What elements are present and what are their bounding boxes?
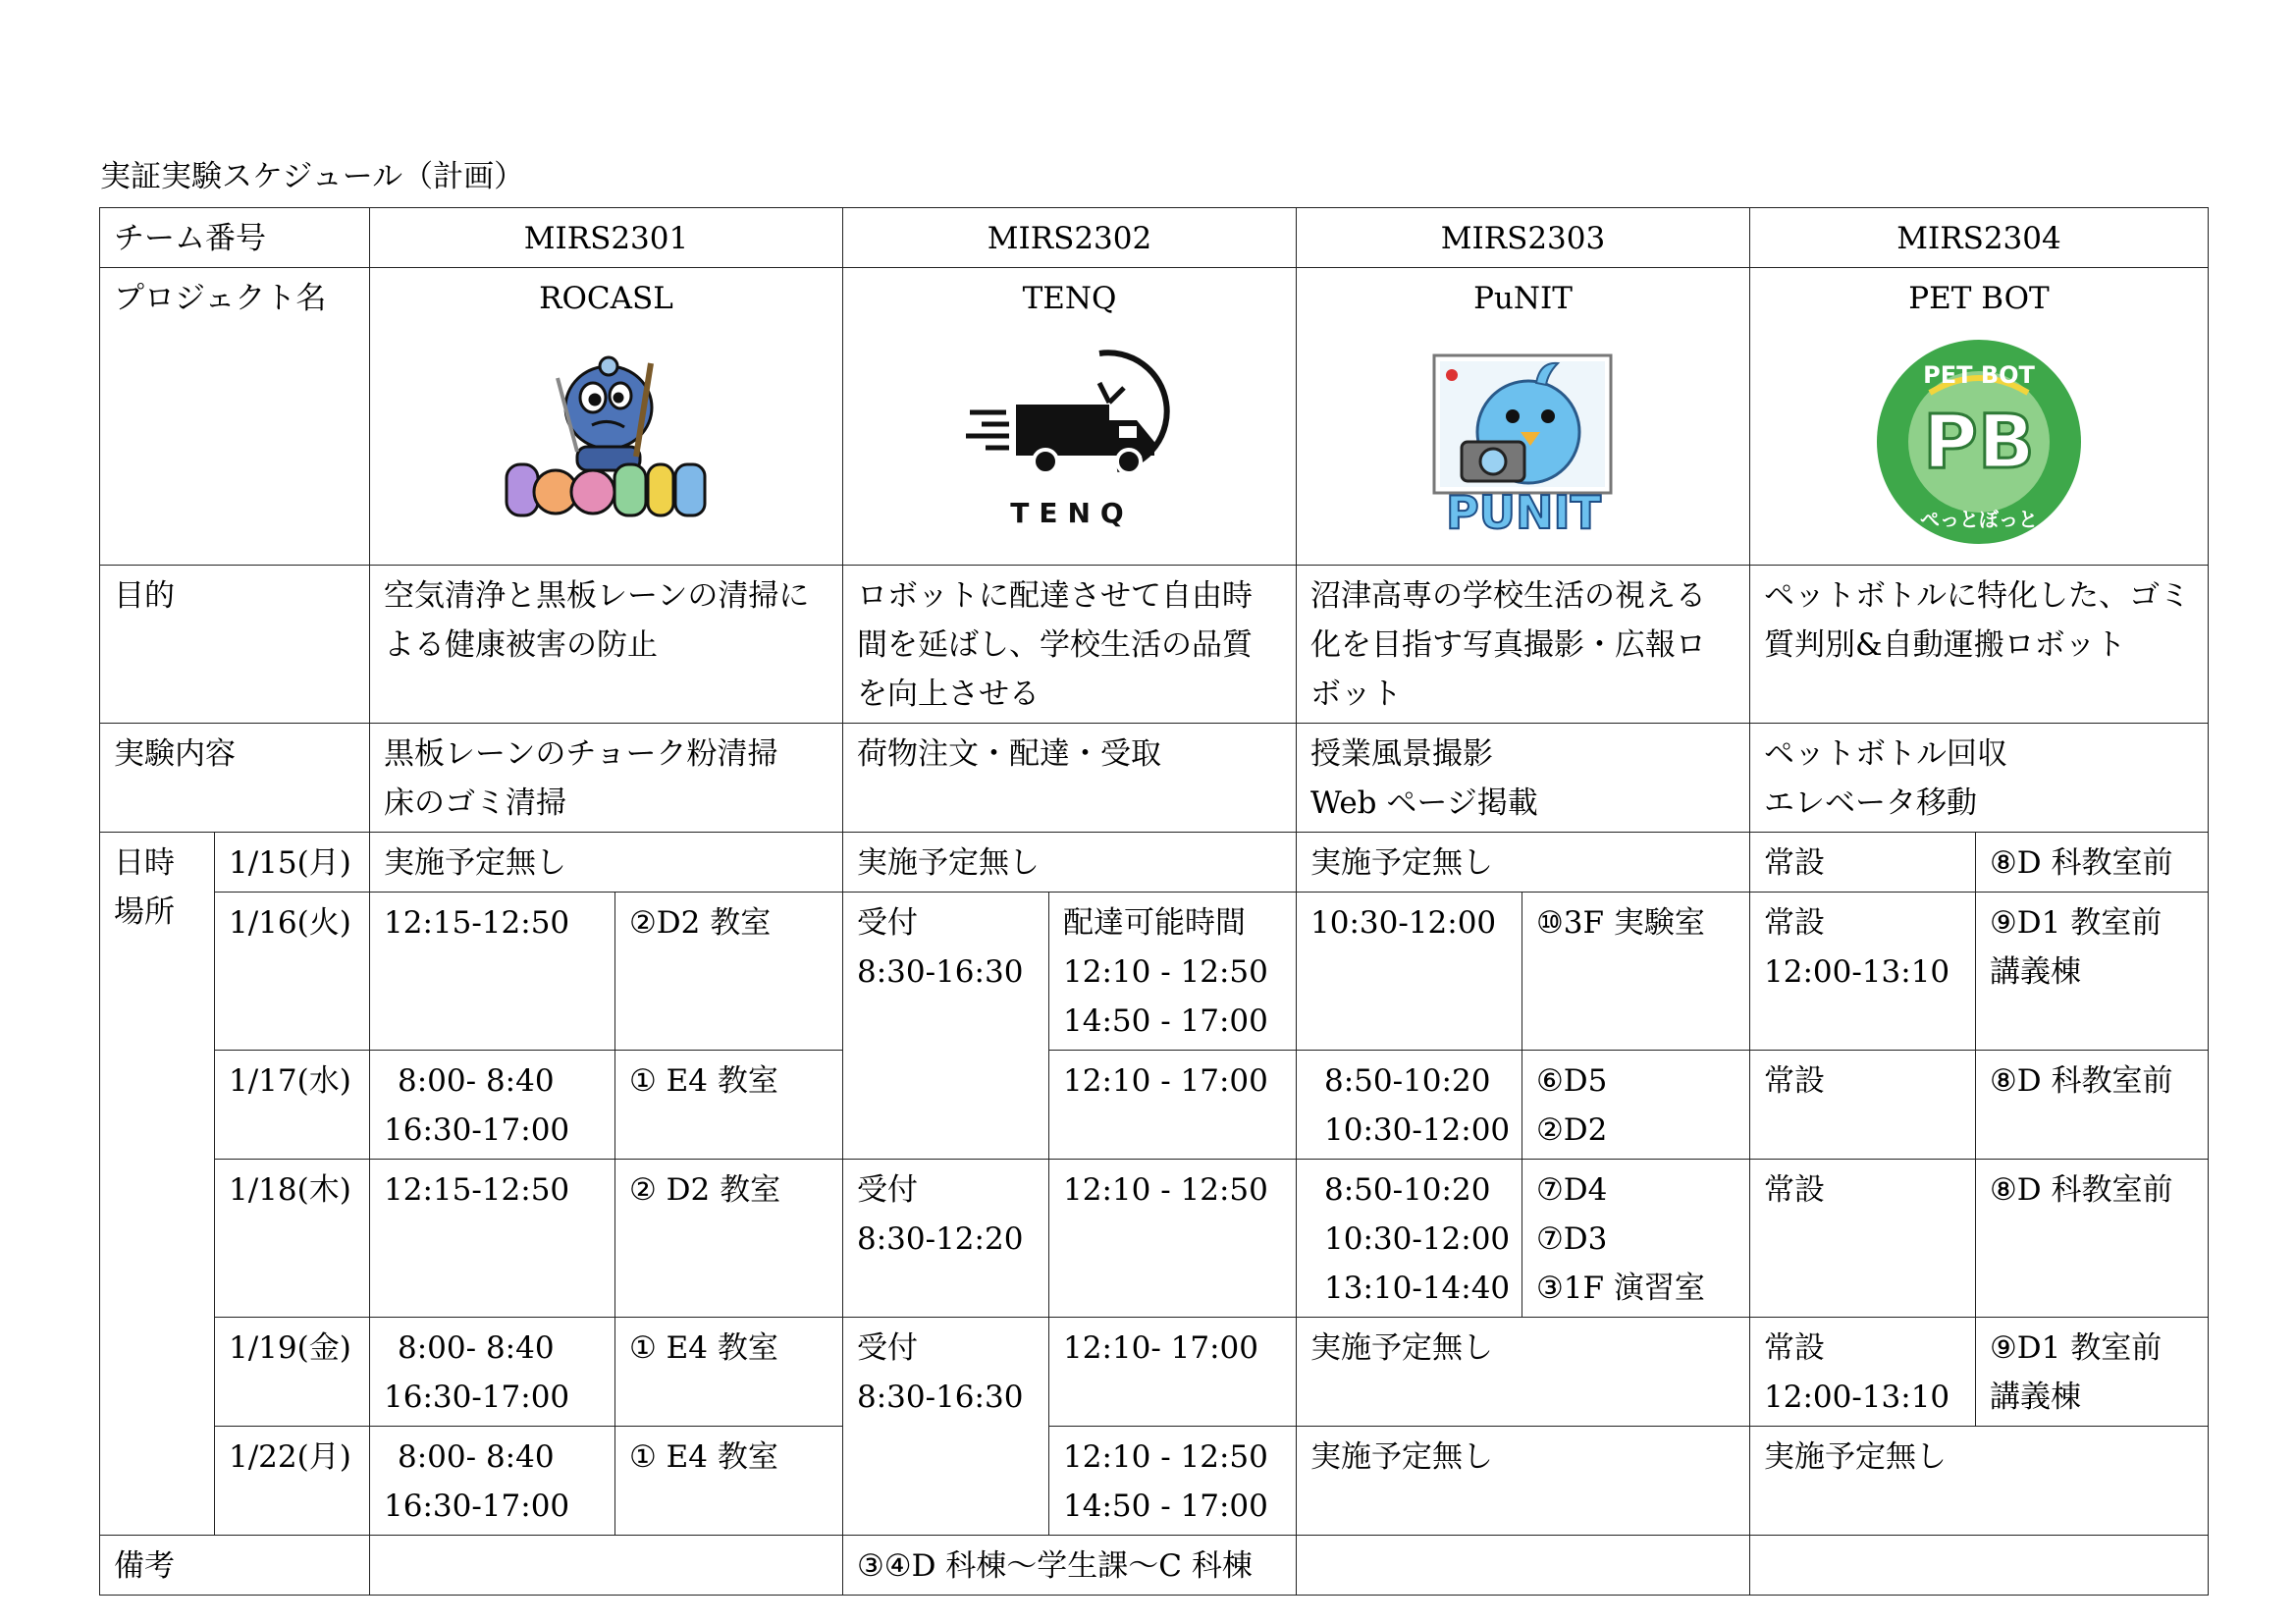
experiment-1-line-2: 床のゴミ清掃: [384, 785, 566, 821]
t3-status: 実施予定無し: [1297, 1318, 1750, 1427]
t3-place-line: ⑦D3: [1536, 1221, 1608, 1257]
t2-delivery-time: 12:10 - 17:00: [1063, 1063, 1268, 1099]
datetime-label: 日時: [114, 845, 175, 881]
t3-place-line: ⑥D5: [1536, 1063, 1608, 1099]
t1-time-line: 16:30-17:00: [384, 1489, 570, 1524]
t3-time: 10:30-12:00: [1297, 893, 1522, 1051]
date-cell: 1/17(水): [215, 1051, 370, 1160]
t2-delivery: [1049, 1427, 1297, 1536]
t2-delivery: [1049, 1051, 1297, 1160]
t3-time-line: 8:50-10:20: [1324, 1063, 1491, 1099]
t2-delivery-time: 12:10 - 12:50: [1063, 1439, 1268, 1475]
t2-delivery-time: 12:10 - 12:50: [1063, 954, 1268, 990]
t4-time: [1750, 893, 1976, 1051]
t2-reception-label: 受付: [857, 1172, 918, 1208]
schedule-row-0115: [100, 833, 2209, 893]
project-cell-2: [843, 268, 1297, 566]
purpose-2: ロボットに配達させて自由時間を延ばし、学校生活の品質を向上させる: [843, 566, 1297, 724]
t1-time: 12:15-12:50: [370, 1160, 615, 1318]
t2-delivery-time: 14:50 - 17:00: [1063, 1003, 1268, 1039]
project-name-3: PuNIT: [1473, 281, 1573, 316]
t4-status: 実施予定無し: [1750, 1427, 2209, 1536]
experiment-3-line-2: Web ページ掲載: [1310, 785, 1538, 821]
place-label: 場所: [114, 894, 175, 930]
t2-reception-label: 受付: [857, 1330, 918, 1366]
schedule-row-0117: [100, 1051, 2209, 1160]
notes-4: [1750, 1536, 2209, 1596]
t2-delivery-label: 配達可能時間: [1063, 905, 1246, 941]
t1-time-line: 8:00- 8:40: [398, 1330, 555, 1366]
t3-place: [1522, 1051, 1750, 1160]
purpose-label: 目的: [100, 566, 370, 724]
t1-place: ②D2 教室: [615, 893, 843, 1051]
project-row: [100, 268, 2209, 566]
t2-reception: [843, 1318, 1049, 1536]
experiment-4-line-2: エレベータ移動: [1764, 785, 1977, 821]
experiment-3: [1297, 724, 1750, 833]
t4-time: [1750, 1318, 1976, 1427]
t4-time-line: 常設: [1764, 1330, 1825, 1366]
t2-delivery: [1049, 1318, 1297, 1427]
team-number-label: チーム番号: [100, 208, 370, 268]
t1-place: ① E4 教室: [615, 1318, 843, 1427]
petbot-badge-top-text: PET BOT: [1923, 361, 2035, 389]
page-title: 実証実験スケジュール（計画）: [100, 159, 525, 194]
t4-place: ⑧D 科教室前: [1976, 833, 2209, 893]
t1-time-line: 16:30-17:00: [384, 1380, 570, 1415]
t2-delivery-time: 12:10- 17:00: [1063, 1330, 1259, 1366]
delivery-truck-icon: [962, 344, 1178, 540]
t4-place: ⑧D 科教室前: [1976, 1160, 2209, 1318]
schedule-row-0118: [100, 1160, 2209, 1318]
team-number-1: MIRS2301: [370, 208, 843, 268]
t2-reception: [843, 1160, 1049, 1318]
notes-1: [370, 1536, 843, 1596]
t3-time-line: 10:30-12:00: [1324, 1221, 1511, 1257]
team-number-3: MIRS2303: [1297, 208, 1750, 268]
t4-time: 常設: [1750, 1160, 1976, 1318]
project-cell-3: [1297, 268, 1750, 566]
notes-2: ③④D 科棟～学生課～C 科棟: [843, 1536, 1297, 1596]
t3-time-line: 8:50-10:20: [1324, 1172, 1491, 1208]
date-cell: 1/18(木): [215, 1160, 370, 1318]
t3-place: [1522, 1160, 1750, 1318]
experiment-2: [843, 724, 1297, 833]
t2-reception-label: 受付: [857, 905, 918, 941]
project-label: プロジェクト名: [100, 268, 370, 566]
punit-logo-text: PUNIT: [1445, 486, 1601, 539]
t4-place-line: ⑨D1 教室前: [1990, 905, 2163, 941]
rocasl-logo-text: ROCASL: [535, 474, 677, 512]
date-cell: 1/22(月): [215, 1427, 370, 1536]
purpose-1: 空気清浄と黒板レーンの清掃による健康被害の防止: [370, 566, 843, 724]
schedule-table: [99, 207, 2209, 1596]
t4-place: ⑧D 科教室前: [1976, 1051, 2209, 1160]
t2-status: 実施予定無し: [843, 833, 1297, 893]
t1-time: [370, 1051, 615, 1160]
schedule-row-0122: [100, 1427, 2209, 1536]
t2-reception: [843, 893, 1049, 1160]
project-name-4: PET BOT: [1908, 281, 2050, 316]
purpose-3: 沼津高専の学校生活の視える化を目指す写真撮影・広報ロボット: [1297, 566, 1750, 724]
t1-status: 実施予定無し: [370, 833, 843, 893]
t4-place-line: 講義棟: [1990, 1380, 2081, 1415]
purpose-row: [100, 566, 2209, 724]
schedule-row-0116: [100, 893, 2209, 1051]
t3-time: [1297, 1051, 1522, 1160]
t3-time: [1297, 1160, 1522, 1318]
purpose-4: ペットボトルに特化した、ゴミ質判別&自動運搬ロボット: [1750, 566, 2209, 724]
t1-place: ② D2 教室: [615, 1160, 843, 1318]
t2-reception-time: 8:30-16:30: [857, 954, 1024, 990]
t1-time: [370, 1427, 615, 1536]
t2-reception-time: 8:30-12:20: [857, 1221, 1024, 1257]
t1-time-line: 16:30-17:00: [384, 1112, 570, 1148]
t4-time-line: 12:00-13:10: [1764, 954, 1950, 990]
t1-time-line: 8:00- 8:40: [398, 1063, 555, 1099]
t4-time-line: 12:00-13:10: [1764, 1380, 1950, 1415]
date-cell: 1/15(月): [215, 833, 370, 893]
notes-label: 備考: [100, 1536, 370, 1596]
t2-delivery: [1049, 1160, 1297, 1318]
t3-status: 実施予定無し: [1297, 833, 1750, 893]
notes-row: [100, 1536, 2209, 1596]
t2-delivery: [1049, 893, 1297, 1051]
project-name-2: TENQ: [1022, 281, 1117, 316]
t1-place: ① E4 教室: [615, 1051, 843, 1160]
t1-time-line: 8:00- 8:40: [398, 1439, 555, 1475]
notes-3: [1297, 1536, 1750, 1596]
t3-status: 実施予定無し: [1297, 1427, 1750, 1536]
experiment-2-line-1: 荷物注文・配達・受取: [857, 736, 1161, 772]
t4-place: [1976, 1318, 2209, 1427]
schedule-row-0119: [100, 1318, 2209, 1427]
project-name-1: ROCASL: [539, 281, 673, 316]
team-number-row: [100, 208, 2209, 268]
experiment-1-line-1: 黒板レーンのチョーク粉清掃: [384, 736, 778, 772]
t4-place-line: 講義棟: [1990, 954, 2081, 990]
t1-time: 12:15-12:50: [370, 893, 615, 1051]
t2-reception-time: 8:30-16:30: [857, 1380, 1024, 1415]
t3-place-line: ③1F 演習室: [1536, 1271, 1705, 1306]
t4-place-line: ⑨D1 教室前: [1990, 1330, 2163, 1366]
date-cell: 1/19(金): [215, 1318, 370, 1427]
experiment-3-line-1: 授業風景撮影: [1310, 736, 1493, 772]
t3-place-line: ⑦D4: [1536, 1172, 1608, 1208]
experiment-row: [100, 724, 2209, 833]
t3-time-line: 10:30-12:00: [1324, 1112, 1511, 1148]
t1-place: ① E4 教室: [615, 1427, 843, 1536]
petbot-badge-mark: PB: [1923, 398, 2035, 485]
t2-delivery-time: 14:50 - 17:00: [1063, 1489, 1268, 1524]
petbot-badge-icon: [1871, 334, 2087, 550]
t4-time: 常設: [1750, 833, 1976, 893]
t3-place: ⑩3F 実験室: [1522, 893, 1750, 1051]
experiment-4-line-1: ペットボトル回収: [1764, 736, 2007, 772]
t3-time-line: 13:10-14:40: [1324, 1271, 1511, 1306]
punit-bird-icon: [1411, 344, 1636, 540]
project-cell-4: [1750, 268, 2209, 566]
rocasl-logo-icon: [499, 349, 715, 535]
t1-time: [370, 1318, 615, 1427]
tenq-logo-text: TENQ: [1009, 497, 1134, 529]
team-number-2: MIRS2302: [843, 208, 1297, 268]
project-cell-1: [370, 268, 843, 566]
t4-time: 常設: [1750, 1051, 1976, 1160]
experiment-4: [1750, 724, 2209, 833]
t3-place-line: ②D2: [1536, 1112, 1608, 1148]
datetime-place-label: [100, 833, 215, 1536]
t4-time-line: 常設: [1764, 905, 1825, 941]
experiment-1: [370, 724, 843, 833]
team-number-4: MIRS2304: [1750, 208, 2209, 268]
experiment-label: 実験内容: [100, 724, 370, 833]
petbot-badge-bottom-text: ぺっとぼっと: [1920, 508, 2038, 531]
t2-delivery-time: 12:10 - 12:50: [1063, 1172, 1268, 1208]
date-cell: 1/16(火): [215, 893, 370, 1051]
t4-place: [1976, 893, 2209, 1051]
